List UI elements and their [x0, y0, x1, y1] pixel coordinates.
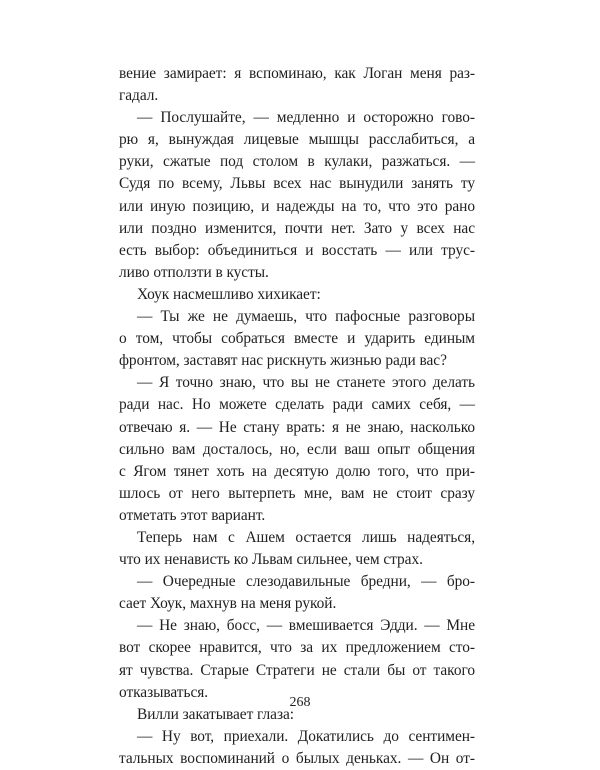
text-line: вот скорее нравится, что за их предложением сто- [119, 639, 475, 657]
text-line: или поздно изменится, почти нет. Зато у всех нас [119, 219, 475, 237]
text-line: руки, сжатые под столом в кулаки, разжаться. — [119, 153, 475, 171]
text-line: что их ненависть ко Львам сильнее, чем страх. [119, 551, 423, 569]
text-line: — Ты же не думаешь, что пафосные разговоры [137, 308, 475, 326]
text-line: Хоук насмешливо хихикает: [137, 285, 321, 303]
text-line: тальных воспоминаний о былых деньках. — Он от- [119, 749, 475, 767]
text-line: фронтом, заставят нас рискнуть жизнью ради вас? [119, 352, 447, 370]
text-line: ливо отползти в кусты. [119, 263, 269, 281]
text-line: отвечаю я. — Не стану врать: я не знаю, насколько [119, 418, 475, 436]
text-line: — Я точно знаю, что вы не станете этого делать [137, 374, 475, 392]
body-text [119, 63, 475, 770]
text-line: есть выбор: объединиться и восстать — или трус- [119, 241, 475, 259]
text-line: сает Хоук, махнув на меня рукой. [119, 595, 337, 613]
text-line: вение замирает: я вспоминаю, как Логан меня раз- [119, 65, 475, 82]
text-line: гадал. [119, 87, 159, 105]
text-line: — Послушайте, — медленно и осторожно гово- [137, 109, 475, 127]
text-line: сильно вам досталось, но, если ваш опыт общения [119, 440, 475, 458]
text-line: отметать этот вариант. [119, 506, 266, 524]
text-line: Теперь нам с Ашем остается лишь надеяться, [137, 528, 475, 546]
page-number: 268 [289, 695, 311, 710]
text-line: ят чувства. Старые Стратеги не стали бы от такого [119, 661, 475, 679]
text-line: шлось от него вытерпеть мне, вам не стоит сразу [119, 484, 475, 502]
text-line: ради нас. Но можете сделать ради самих себя, — [119, 396, 475, 414]
text-line: — Ну вот, приехали. Докатились до сентимен- [137, 727, 475, 745]
text-line: — Очередные слезодавильные бредни, — бро- [137, 573, 475, 591]
text-line: или иную позицию, и надежды на то, что это рано [119, 197, 475, 215]
text-line: Вилли закатывает глаза: [137, 705, 294, 723]
text-line: о том, чтобы собраться вместе и ударить единым [119, 330, 475, 348]
text-line: с Ягом тянет хоть на десятую долю того, что при- [119, 462, 475, 480]
text-line: отказываться. [119, 683, 209, 701]
text-line: — Не знаю, босс, — вмешивается Эдди. — Мне [137, 617, 475, 635]
text-line: рю я, вынуждая лицевые мышцы расслабиться, а [119, 131, 475, 149]
text-line: Судя по всему, Львы всех нас вынудили занять ту [119, 175, 475, 193]
